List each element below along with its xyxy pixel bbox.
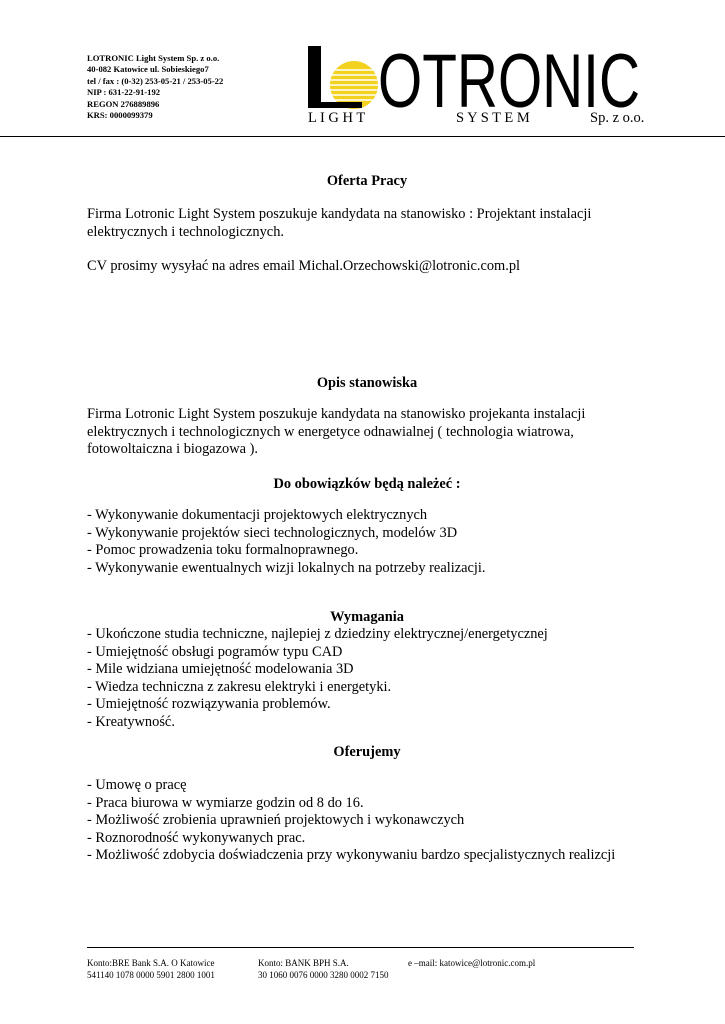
footer-email — [408, 958, 535, 970]
requirements-title: Wymagania — [330, 609, 404, 625]
company-krs: KRS: 0000099379 — [87, 110, 153, 121]
bank-account-2-label: Konto: BANK BPH S.A. — [258, 958, 349, 968]
list-item: - Kreatywność. — [87, 713, 175, 730]
list-item: - Umowę o pracę — [87, 777, 187, 793]
list-item: - Umiejętność rozwiązywania problemów. — [87, 696, 331, 712]
list-item: - Wiedza techniczna z zakresu elektryki i energetyki. — [87, 678, 392, 695]
offer-title: Oferta Pracy — [326, 173, 408, 189]
footer-divider — [87, 947, 634, 948]
list-item: - Praca biurowa w wymiarze godzin od 8 do 16. — [87, 794, 364, 811]
logo-sub-company-form: Sp. z o.o. — [590, 110, 645, 126]
description-text: Firma Lotronic Light System poszukuje kandydata na stanowisko projekanta instalacji elektrycznych i technologicznych w energetyce odnawialnej ( technologia wiatrowa, fotowoltaiczna i biogazowa ). — [87, 406, 586, 457]
offer-intro: Firma Lotronic Light System poszukuje kandydata na stanowisko : Projektant instalacji elektrycznych i technologicznych. — [87, 206, 592, 240]
company-phone: tel / fax : (0-32) 253-05-21 / 253-05-22 — [87, 75, 224, 86]
list-item: - Mile widziana umiejętność modelowania 3D — [87, 661, 354, 677]
bank-account-1-number: 541140 1078 0000 5901 2800 1001 — [87, 969, 215, 980]
duties-list — [87, 507, 647, 577]
requirements-list — [87, 626, 647, 731]
offer-cv-contact: CV prosimy wysyłać na adres email Michal.Orzechowski@lotronic.com.pl — [87, 258, 521, 274]
footer-bank-account-2 — [258, 958, 389, 981]
company-address: 40-082 Katowice ul. Sobieskiego7 — [87, 64, 209, 75]
list-item: - Umiejętność obsługi pogramów typu CAD — [87, 643, 343, 660]
logo-sub-system: S Y S T E M — [456, 110, 530, 126]
description-title: Opis stanowiska — [316, 375, 418, 391]
benefits-list — [87, 777, 647, 865]
company-details — [87, 53, 223, 121]
svg-text:OTRONIC: OTRONIC — [378, 40, 640, 124]
company-email: e –mail: katowice@lotronic.com.pl — [408, 958, 536, 968]
list-item: - Wykonywanie ewentualnych wizji lokalnych na potrzeby realizacji. — [87, 559, 486, 576]
logo-subtitle — [308, 110, 652, 128]
bank-account-1-label: Konto:BRE Bank S.A. O Katowice — [87, 958, 215, 968]
company-nip: NIP : 631-22-91-192 — [87, 87, 161, 98]
list-item: - Ukończone studia techniczne, najlepiej z dziedziny elektrycznej/energetycznej — [87, 626, 548, 642]
list-item: - Możliwość zrobienia uprawnień projektowych i wykonawczych — [87, 812, 465, 828]
list-item: - Pomoc prowadzenia toku formalnoprawnego. — [87, 542, 359, 558]
benefits-title: Oferujemy — [333, 744, 401, 760]
company-regon: REGON 276889896 — [87, 98, 160, 109]
header-divider — [0, 136, 725, 137]
bank-account-2-number: 30 1060 0076 0000 3280 0002 7150 — [258, 969, 389, 980]
list-item: - Wykonywanie dokumentacji projektowych elektrycznych — [87, 507, 428, 523]
list-item: - Roznorodność wykonywanych prac. — [87, 829, 306, 846]
list-item: - Wykonywanie projektów sieci technologicznych, modelów 3D — [87, 524, 458, 541]
duties-title: Do obowiązków będą należeć : — [273, 476, 461, 492]
logo-sub-light: L I G H T — [308, 110, 366, 126]
company-name: LOTRONIC Light System Sp. z o.o. — [87, 53, 220, 63]
list-item: - Możliwość zdobycia doświadczenia przy wykonywaniu bardzo specjalistycznych realizcji — [87, 847, 616, 863]
footer-bank-account-1 — [87, 958, 215, 981]
